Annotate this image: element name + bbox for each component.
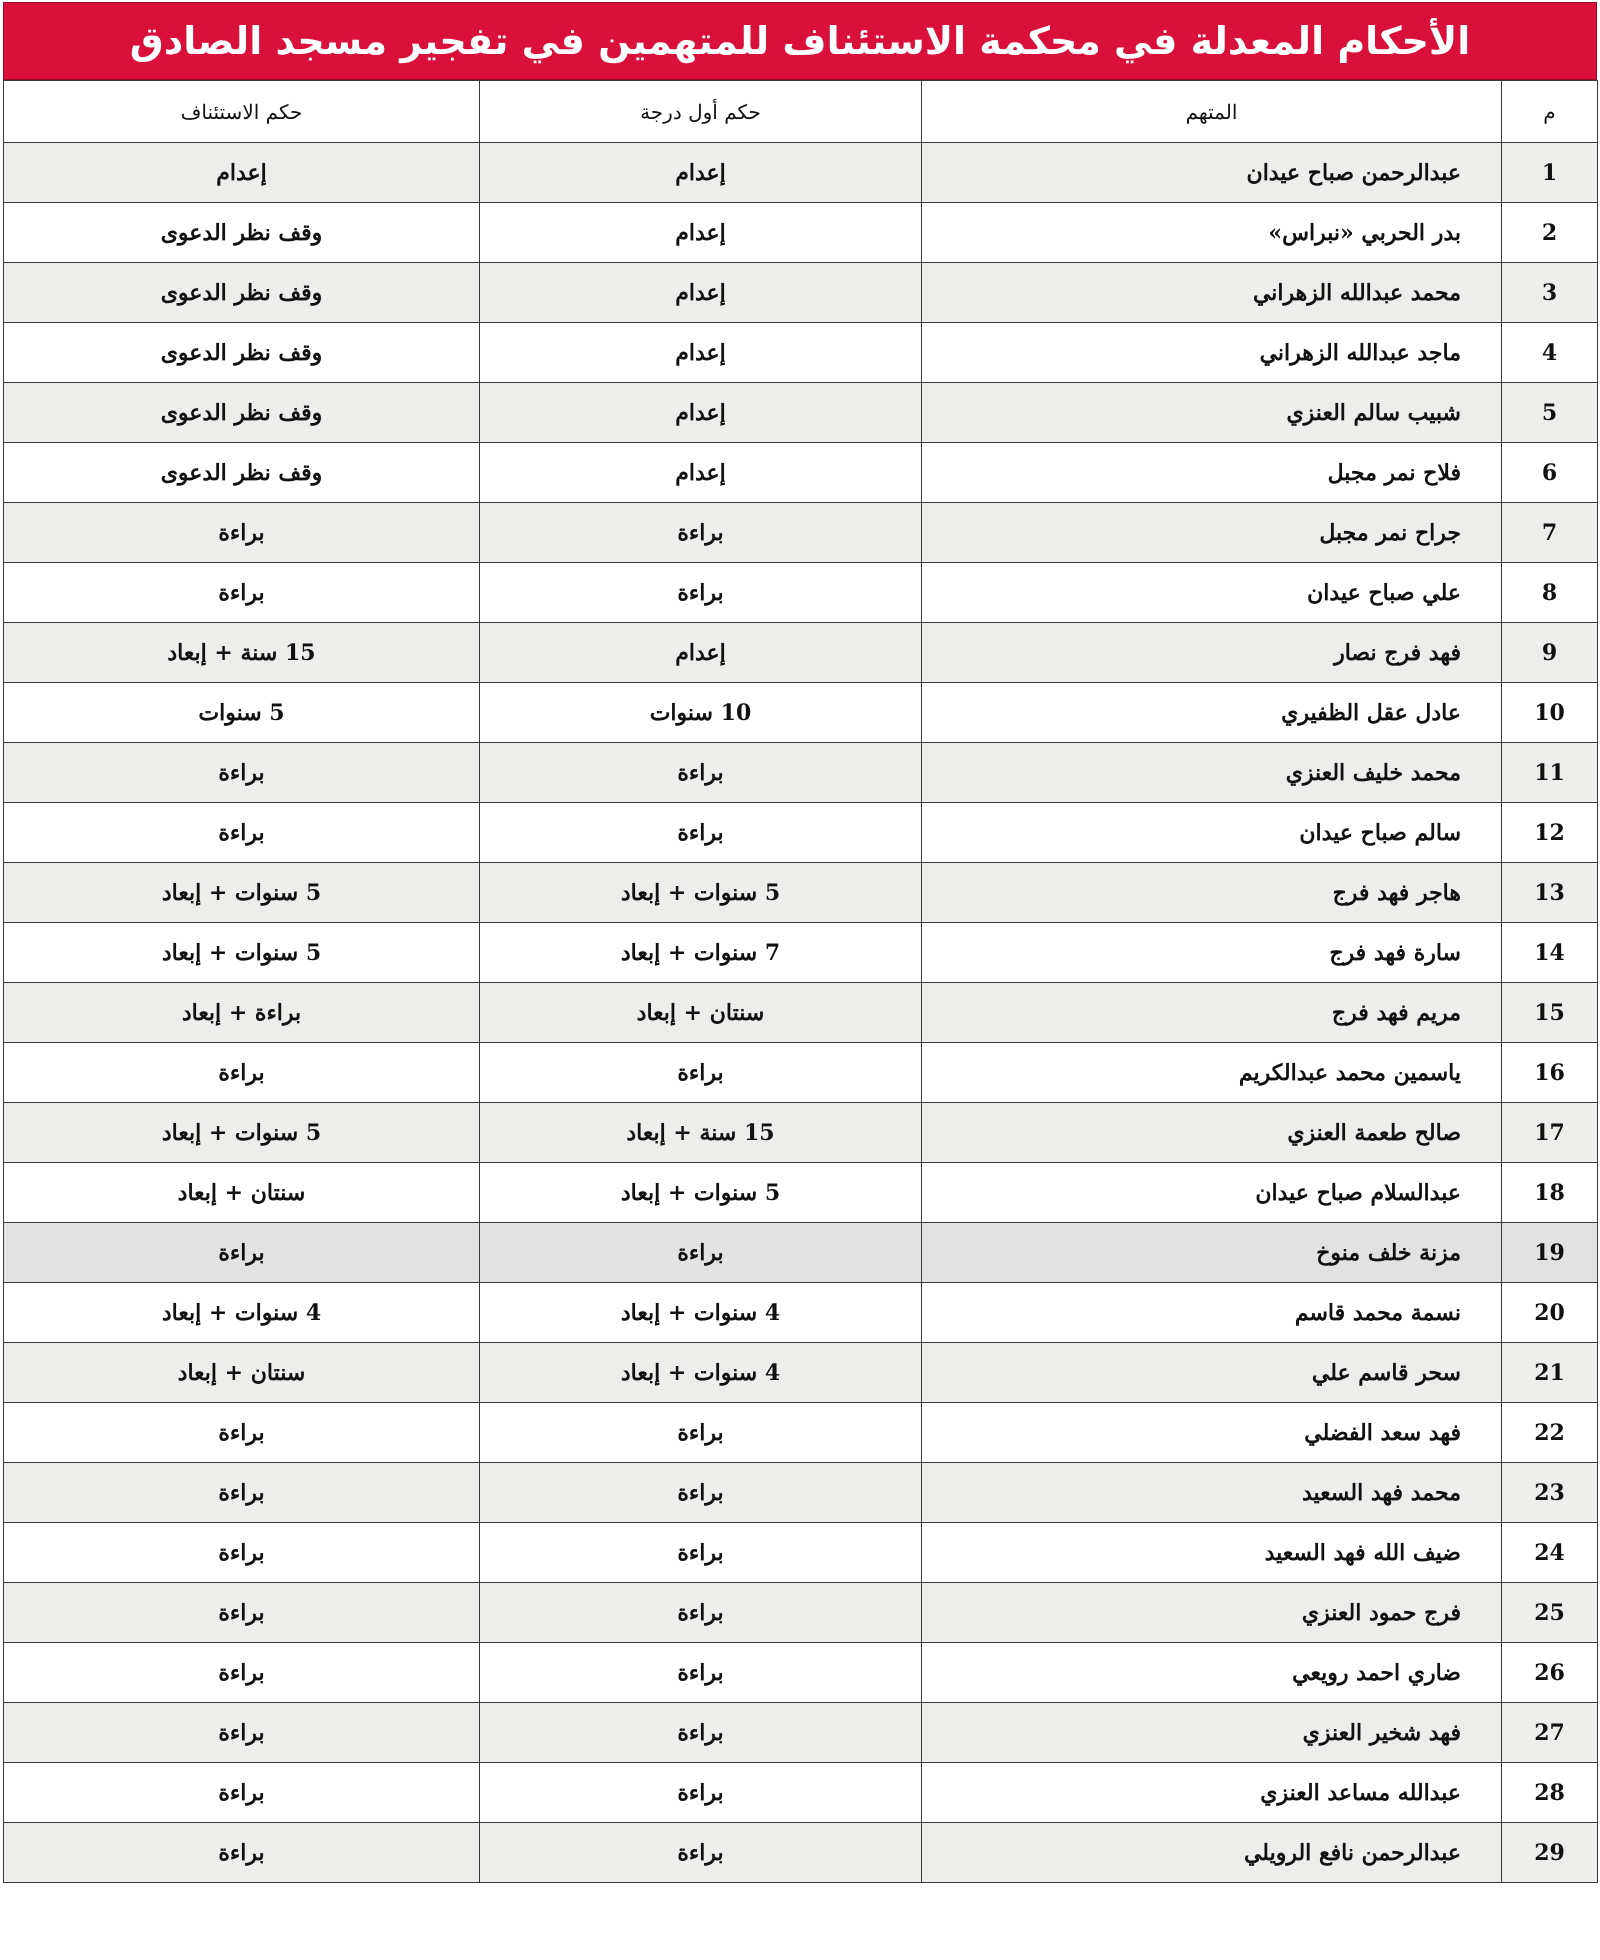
table-row — [4, 1823, 1598, 1883]
first-instance-verdict: براءة — [480, 1703, 922, 1763]
first-instance-verdict: براءة — [480, 503, 922, 563]
table-row — [4, 1643, 1598, 1703]
appeal-verdict: براءة — [4, 803, 480, 863]
table-row — [4, 323, 1598, 383]
first-instance-verdict: 4 سنوات + إبعاد — [480, 1283, 922, 1343]
row-number: 17 — [1502, 1103, 1598, 1163]
appeal-verdict: 5 سنوات — [4, 683, 480, 743]
appeal-verdict: 5 سنوات + إبعاد — [4, 1103, 480, 1163]
table-row — [4, 1163, 1598, 1223]
first-instance-verdict: 10 سنوات — [480, 683, 922, 743]
first-instance-verdict: براءة — [480, 1763, 922, 1823]
defendant-name: هاجر فهد فرج — [922, 863, 1502, 923]
verdicts-document — [3, 2, 1597, 1883]
appeal-verdict: براءة — [4, 1043, 480, 1103]
first-instance-verdict: براءة — [480, 1403, 922, 1463]
defendant-name: سحر قاسم علي — [922, 1343, 1502, 1403]
row-number: 15 — [1502, 983, 1598, 1043]
defendant-name: فهد سعد الفضلي — [922, 1403, 1502, 1463]
first-instance-verdict: براءة — [480, 803, 922, 863]
appeal-verdict: براءة — [4, 1463, 480, 1523]
table-row — [4, 623, 1598, 683]
row-number: 1 — [1502, 143, 1598, 203]
table-row — [4, 1703, 1598, 1763]
defendant-name: محمد عبدالله الزهراني — [922, 263, 1502, 323]
row-number: 13 — [1502, 863, 1598, 923]
appeal-verdict: براءة — [4, 1223, 480, 1283]
defendant-name: سارة فهد فرج — [922, 923, 1502, 983]
defendant-name: محمد فهد السعيد — [922, 1463, 1502, 1523]
appeal-verdict: براءة — [4, 1583, 480, 1643]
row-number: 19 — [1502, 1223, 1598, 1283]
defendant-name: فهد فرج نصار — [922, 623, 1502, 683]
appeal-verdict: براءة + إبعاد — [4, 983, 480, 1043]
row-number: 27 — [1502, 1703, 1598, 1763]
first-instance-verdict: براءة — [480, 1583, 922, 1643]
table-row — [4, 383, 1598, 443]
table-row — [4, 1343, 1598, 1403]
appeal-verdict: وقف نظر الدعوى — [4, 203, 480, 263]
appeal-verdict: براءة — [4, 1523, 480, 1583]
row-number: 3 — [1502, 263, 1598, 323]
first-instance-verdict: براءة — [480, 1223, 922, 1283]
table-row — [4, 983, 1598, 1043]
row-number: 29 — [1502, 1823, 1598, 1883]
table-row — [4, 863, 1598, 923]
table-row — [4, 1223, 1598, 1283]
defendant-name: عبدالله مساعد العنزي — [922, 1763, 1502, 1823]
first-instance-verdict: براءة — [480, 1043, 922, 1103]
header-appeal-verdict: حكم الاستئناف — [4, 81, 480, 143]
appeal-verdict: 5 سنوات + إبعاد — [4, 863, 480, 923]
table-row — [4, 1043, 1598, 1103]
appeal-verdict: سنتان + إبعاد — [4, 1163, 480, 1223]
defendant-name: صالح طعمة العنزي — [922, 1103, 1502, 1163]
defendant-name: نسمة محمد قاسم — [922, 1283, 1502, 1343]
table-row — [4, 743, 1598, 803]
row-number: 23 — [1502, 1463, 1598, 1523]
first-instance-verdict: براءة — [480, 1643, 922, 1703]
first-instance-verdict: 15 سنة + إبعاد — [480, 1103, 922, 1163]
table-row — [4, 923, 1598, 983]
row-number: 12 — [1502, 803, 1598, 863]
defendant-name: مريم فهد فرج — [922, 983, 1502, 1043]
appeal-verdict: براءة — [4, 503, 480, 563]
defendant-name: علي صباح عيدان — [922, 563, 1502, 623]
header-defendant: المتهم — [922, 81, 1502, 143]
appeal-verdict: إعدام — [4, 143, 480, 203]
table-row — [4, 1283, 1598, 1343]
table-header-row — [4, 81, 1598, 143]
defendant-name: فرج حمود العنزي — [922, 1583, 1502, 1643]
table-body — [4, 143, 1598, 1883]
appeal-verdict: وقف نظر الدعوى — [4, 443, 480, 503]
defendant-name: بدر الحربي «نبراس» — [922, 203, 1502, 263]
document-title: الأحكام المعدلة في محكمة الاستئناف للمتهمين في تفجير مسجد الصادق — [3, 2, 1597, 80]
first-instance-verdict: 4 سنوات + إبعاد — [480, 1343, 922, 1403]
first-instance-verdict: سنتان + إبعاد — [480, 983, 922, 1043]
first-instance-verdict: إعدام — [480, 383, 922, 443]
appeal-verdict: وقف نظر الدعوى — [4, 263, 480, 323]
appeal-verdict: براءة — [4, 1823, 480, 1883]
table-row — [4, 1583, 1598, 1643]
header-first-verdict: حكم أول درجة — [480, 81, 922, 143]
first-instance-verdict: براءة — [480, 1523, 922, 1583]
appeal-verdict: براءة — [4, 1643, 480, 1703]
row-number: 25 — [1502, 1583, 1598, 1643]
appeal-verdict: 15 سنة + إبعاد — [4, 623, 480, 683]
table-row — [4, 683, 1598, 743]
table-row — [4, 1403, 1598, 1463]
appeal-verdict: سنتان + إبعاد — [4, 1343, 480, 1403]
row-number: 10 — [1502, 683, 1598, 743]
verdicts-table — [3, 80, 1598, 1883]
defendant-name: شبيب سالم العنزي — [922, 383, 1502, 443]
row-number: 26 — [1502, 1643, 1598, 1703]
table-row — [4, 443, 1598, 503]
appeal-verdict: وقف نظر الدعوى — [4, 383, 480, 443]
defendant-name: سالم صباح عيدان — [922, 803, 1502, 863]
row-number: 9 — [1502, 623, 1598, 683]
defendant-name: جراح نمر مجبل — [922, 503, 1502, 563]
row-number: 4 — [1502, 323, 1598, 383]
table-row — [4, 263, 1598, 323]
table-row — [4, 143, 1598, 203]
appeal-verdict: براءة — [4, 1763, 480, 1823]
row-number: 2 — [1502, 203, 1598, 263]
row-number: 5 — [1502, 383, 1598, 443]
first-instance-verdict: إعدام — [480, 443, 922, 503]
defendant-name: عبدالرحمن نافع الرويلي — [922, 1823, 1502, 1883]
appeal-verdict: 4 سنوات + إبعاد — [4, 1283, 480, 1343]
appeal-verdict: براءة — [4, 743, 480, 803]
first-instance-verdict: إعدام — [480, 263, 922, 323]
row-number: 28 — [1502, 1763, 1598, 1823]
first-instance-verdict: 7 سنوات + إبعاد — [480, 923, 922, 983]
appeal-verdict: براءة — [4, 1703, 480, 1763]
defendant-name: ماجد عبدالله الزهراني — [922, 323, 1502, 383]
table-row — [4, 1523, 1598, 1583]
appeal-verdict: براءة — [4, 1403, 480, 1463]
table-row — [4, 1463, 1598, 1523]
row-number: 14 — [1502, 923, 1598, 983]
table-row — [4, 563, 1598, 623]
row-number: 24 — [1502, 1523, 1598, 1583]
row-number: 7 — [1502, 503, 1598, 563]
row-number: 18 — [1502, 1163, 1598, 1223]
appeal-verdict: وقف نظر الدعوى — [4, 323, 480, 383]
table-row — [4, 1763, 1598, 1823]
row-number: 16 — [1502, 1043, 1598, 1103]
table-row — [4, 1103, 1598, 1163]
defendant-name: عادل عقل الظفيري — [922, 683, 1502, 743]
table-row — [4, 803, 1598, 863]
first-instance-verdict: إعدام — [480, 143, 922, 203]
table-row — [4, 503, 1598, 563]
first-instance-verdict: 5 سنوات + إبعاد — [480, 863, 922, 923]
table-row — [4, 203, 1598, 263]
first-instance-verdict: براءة — [480, 563, 922, 623]
defendant-name: عبدالسلام صباح عيدان — [922, 1163, 1502, 1223]
first-instance-verdict: إعدام — [480, 203, 922, 263]
first-instance-verdict: إعدام — [480, 323, 922, 383]
first-instance-verdict: براءة — [480, 743, 922, 803]
row-number: 21 — [1502, 1343, 1598, 1403]
first-instance-verdict: إعدام — [480, 623, 922, 683]
defendant-name: عبدالرحمن صباح عيدان — [922, 143, 1502, 203]
row-number: 22 — [1502, 1403, 1598, 1463]
first-instance-verdict: براءة — [480, 1463, 922, 1523]
defendant-name: ضاري احمد رويعي — [922, 1643, 1502, 1703]
defendant-name: ياسمين محمد عبدالكريم — [922, 1043, 1502, 1103]
defendant-name: فلاح نمر مجبل — [922, 443, 1502, 503]
defendant-name: ضيف الله فهد السعيد — [922, 1523, 1502, 1583]
header-number: م — [1502, 81, 1598, 143]
row-number: 20 — [1502, 1283, 1598, 1343]
first-instance-verdict: براءة — [480, 1823, 922, 1883]
defendant-name: مزنة خلف منوخ — [922, 1223, 1502, 1283]
appeal-verdict: براءة — [4, 563, 480, 623]
appeal-verdict: 5 سنوات + إبعاد — [4, 923, 480, 983]
row-number: 6 — [1502, 443, 1598, 503]
row-number: 8 — [1502, 563, 1598, 623]
row-number: 11 — [1502, 743, 1598, 803]
first-instance-verdict: 5 سنوات + إبعاد — [480, 1163, 922, 1223]
defendant-name: فهد شخير العنزي — [922, 1703, 1502, 1763]
defendant-name: محمد خليف العنزي — [922, 743, 1502, 803]
